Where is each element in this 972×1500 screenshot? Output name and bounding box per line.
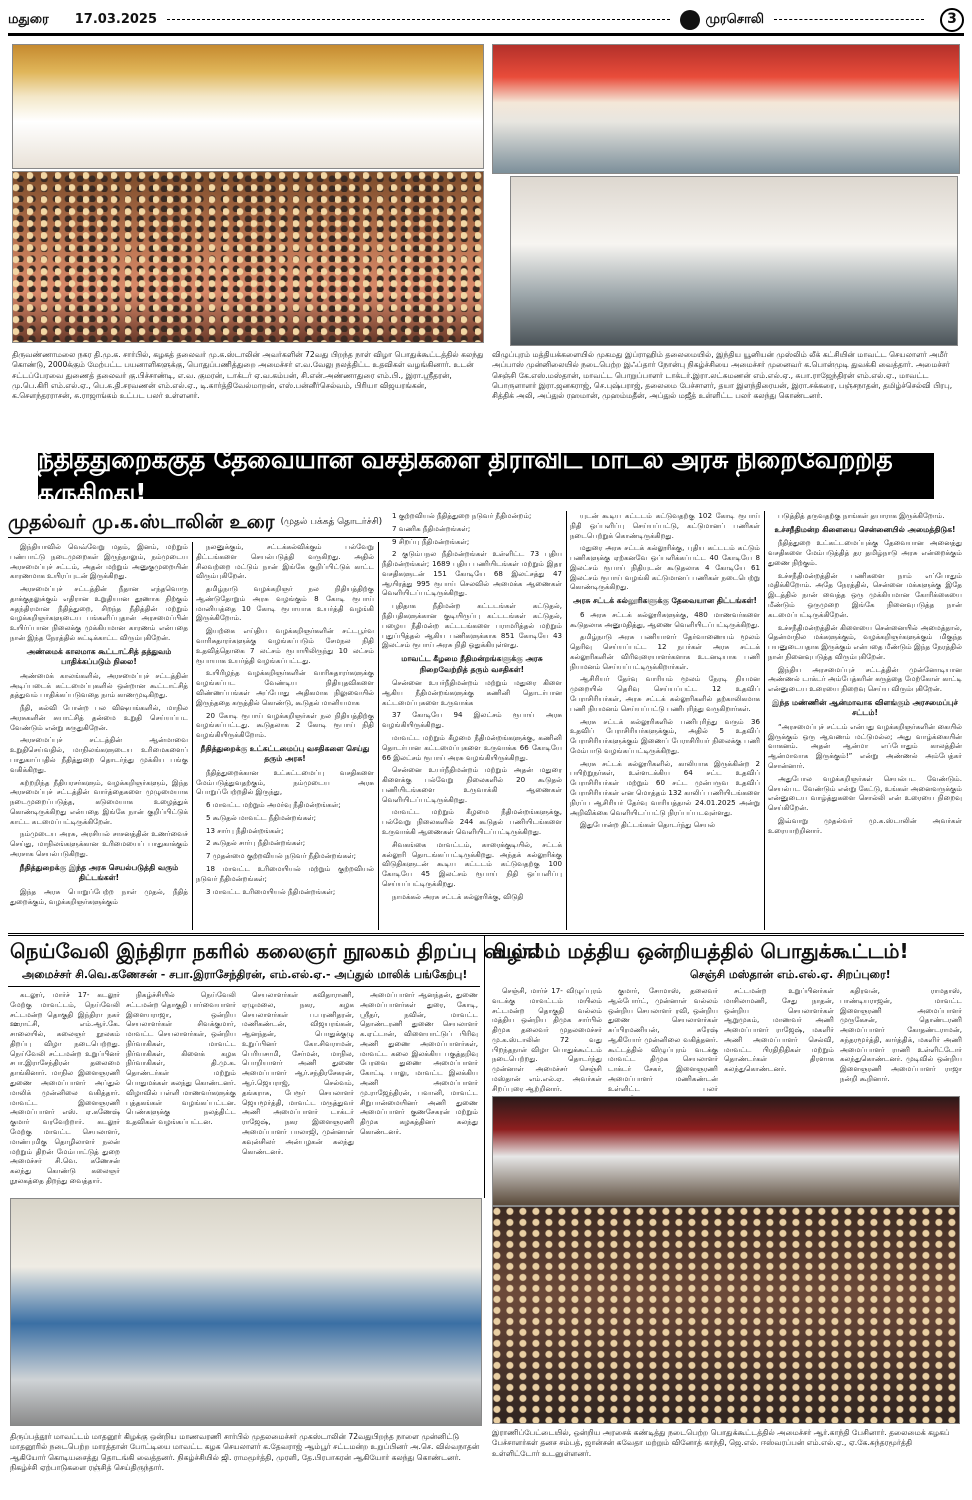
edition-date: 17.03.2025	[74, 11, 158, 27]
paragraph: நலனுக்கும், சட்டக்கல்விக்கும் பல்வேறு திட்டங்களை செயல்படுத்தி வருகிறது. அதில் சிலவற்றை மட்டும் நான் இங்கே குறிப்பிட்டுக் காட்ட விரும்புகிறேன்.	[196, 542, 374, 581]
paragraph: மதுரை அரசு சட்டக் கல்லூரிக்கு, புதிய கட்டடம் கட்டும் பணிகளுக்கு ஏற்கனவே ஒப்பளிக்கப்பட்ட 40 கோடியே 8 இலட்சம் ரூபாய் நிதியுடன் கூடுதலாக 4 கோடியே 61 இலட்சம் ரூபாய் வழங்கி கட்டுமானப் பணிகள் நடைபெற்று கொண்டிருக்கிறது.	[570, 543, 760, 592]
paragraph: சட்டமன்ற உறுப்பினர்கள் மாசிலாமணி, சேது நாதன், ஒன்றிய செயலாளர்கள் ஆறுமுகம், மாணவர் அணி அமைப்பாளர் ராஜேஷ், மகளிர் அணி அமைப்பாளர் செல்வி, மாவட்ட பிரதிநிதிகள் மற்றும் தொண்டர்கள் திரளாக கலந்துகொண்டனர்.	[724, 986, 834, 1074]
photo-iftar-audience	[510, 176, 958, 346]
article-continued-note: (முதல் பக்கத் தொடர்ச்சி)	[280, 517, 383, 528]
masthead-divider	[167, 19, 669, 20]
article-column-4	[570, 511, 760, 930]
column-rule	[566, 511, 567, 930]
paragraph: உயிரிழந்த வழக்கறிஞர்களின் வாரிசுதாரர்களுக்கு வழங்கப்பட வேண்டிய நிதியுதவிகளை விண்ணப்பங்கள் அப்போது அதிகமாக நிலுவையில் இருந்ததை கருத்தில் கொண்டு, கூடுதல் மானியமாக	[196, 668, 374, 707]
vallam-column-3	[724, 986, 834, 1092]
vallam-subheadline: செஞ்சி மஸ்தான் எம்.எல்.ஏ. சிறப்புரை!	[690, 968, 891, 981]
subheading: உச்சநீதிமன்ற கிளையை சென்னையில் அமைத்திடுக!	[774, 524, 956, 534]
column-rule	[192, 542, 193, 930]
paragraph: இந்திய அரசமைப்புச் சட்டத்தின் முன்னோடியான அண்ணல் டாக்டர் அம்பேத்கரின் கருத்தை மேற்கோள் காட்டி என்னுடைய உரையை நிறைவு செய்ய விரும்புகிறேன்.	[768, 664, 962, 694]
photo-caption-marathon: திருப்பத்தூர் மாவட்டம் மாதனூர் கிழக்கு ஒன்றிய மாணவரணி சார்பில் முதலமைச்சர் முகஸ்டாலின் 72வதுபிறந்த நாளை முன்னிட்டு மாதனூரில் நடைபெற்ற மாரத்தான் போட்டியை மாவட்ட கழக செயலாளர் க.தேவராஜ் ஆம்பூர் சட்டமன்ற உறுப்பினர் அ.செ. வில்வநாதன் ஆகியோர் கொடியசைத்து தொடங்கி வைத்தனர். நிகழ்ச்சியில் ஜி. ராமமூர்த்தி, முரளி, தே.பிரபாகரன் ஆகியோர் கலந்து கொண்டனர். நிகழ்ச்சி ஏற்பாடுகளை ரஞ்சித் செய்திருந்தார்.	[10, 1432, 480, 1472]
article-title: முதல்வர் மு.க.ஸ்டாலின் உரை	[8, 511, 275, 534]
paragraph: அண்மைக் காலங்களில், அரசமைப்புச் சட்டத்தின் அடிப்படைக் கட்டமைப்புகளில் ஒன்றான கூட்டாட்சித் தத்துவம் பாதிக்கப்படுவதை நாம் காணமுடிகிறது.	[10, 670, 188, 700]
paragraph: யுடன் கூடிய கட்டடம் கட்டுவதற்கு 102 கோடி ரூபாய் நிதி ஒப்பளிப்பு செய்யப்பட்டு, கட்டுமானப் பணிகள் நடைபெற்றுக் கொண்டிருக்கிறது.	[570, 511, 760, 540]
story-divider	[484, 936, 485, 1198]
article-header	[8, 511, 428, 535]
vallam-column-4	[840, 986, 962, 1092]
photo-vallam-stage	[492, 1096, 960, 1206]
article-header-rule	[8, 537, 428, 538]
subheading: மாவட்ட கீழமை நீதிமன்றங்களுக்கு அரசு நிறைவேற்றித் தரும் வசதிகள்!	[401, 654, 543, 674]
list-item: 1 குற்றவியல் நீதித்துறை நடுவர் நீதிமன்றம்;	[392, 511, 532, 520]
paragraph: அரசு சட்டக் கல்லூரிகளில் பணிபுரிந்து வரும் 36 உதவிப் பேராசிரியர்களுக்கும், அதில் 5 உதவிப் பேராசிரியர்களுக்கும் இணைப் பேராசிரியர் நிலைக்கு பணி மேம்பாடு வழங்கப்பட்டிருக்கிறது.	[570, 716, 760, 755]
paragraph: அரசமைப்புச் சட்டத்தின் ஆன்மாவை உறுதிசெய்வதில், மாநிலங்களுடைய உரிமைகளைப் பாதுகாப்பதில் நீதித்துறை தொடர்ந்து முக்கிய பங்கு வகிக்கிறது.	[10, 735, 188, 774]
list-item: 3 மாவட்ட உரிமையியல் நீதிமன்றங்கள்;	[206, 886, 336, 896]
paragraph: அமைப்பாளர் ஆனந்தன், துணை அமைப்பாளர்கள் துரை, கோடி, ஸ்ரீதர், நவின், மாவட்ட தொண்டரணி துணை செயலாளர் க.ஏட்டான், விளையாட்டுப் பிரிவு அணி துணை அமைப்பாளர்கள், மாவட்ட கலை இலக்கிய பகுத்தறிவு பேரவை துணை அமைப்பாளர் கோட்டி பாலு, மாவட்ட இலக்கிய அணி அமைப்பாளர் மு.ராஜேந்திரன், பவானி, மாவட்ட சிறுபான்மையினர் அணி துணை அமைப்பாளர் குணசேகரன் மற்றும் திமுக கழகத்தினர் கலந்து கொண்டனர்.	[360, 990, 478, 1136]
photo-caption-iftar: விழுப்புரம் மத்தியக்களையில் முகமது இப்ராஹிம் தலைமையில், இந்திய யூனியன் முஸ்லிம் லீக் கட்சியின் மாவட்ட செயலாளர் அமீர் அப்பாஸ் முன்னிலையில் நடைபெற்ற இஃப்தார் நோன்பு நிகழ்ச்சியை அமைச்சர் முனைவர் க.பொன்முடி துவக்கி வைத்தார். அமைச்சர் செஞ்சி கே.எஸ்.மஸ்தான், மாவட்ட பொறுப்பாளர் டாக்டர்.இரா.லட்சுமணன் எம்.எல்.ஏ., சுபா.ராஜேந்திரன் எம்.எல்.ஏ., மாவட்ட பொருளாளர் இரா.ஜனகராஜ், செ.புஷ்பராஜ், தலைமை பேச்சாளர், தயா இளந்திரையன், இரா.சக்கரை, பஞ்சநாதன், தமிழ்ச்செல்வி பிரபு, சித்திக் அலி, அப்துல் ரஹமான், முஹம்மதீன், அப்துல் மஜீத் உள்ளிட்ட பலர் கலந்து கொண்டனர்.	[492, 350, 953, 400]
list-item: 7 வணிக நீதிமன்றங்கள்;	[392, 523, 471, 533]
photo-caption-ranipet: இராணிப்பேட்டையில், ஒன்றிய அரசைக் கண்டித்து நடைபெற்ற பொதுக்கூட்டத்தில் அமைச்சர் ஆர்.காந்தி பேசினார். தலைமைக் கழகப் பேச்சாளர்கள் தனச சம்பத், ஜான்சன் கவேதா மற்றும் வினோத் காந்தி, ஜெ.எல். ஈஸ்வரப்பன் எம்.எல்.ஏ., ஏ.கே.சுந்தரமூர்த்தி உள்ளிட்டோர் உடனுள்ளனர்.	[492, 1428, 950, 1458]
paragraph: கற்றறிந்த நீதியரசர்களும், வழக்கறிஞர்களும், இந்த அரசமைப்புச் சட்டத்தின் வார்த்தைகளை முழுமையாக நடைமுறைப்படுத்த, கடுமையாக உழைத்துக் கொண்டிருக்கிறது என்பதை இங்கே நான் குறிப்பிட்டுக் காட்ட கடமைப்பட்டிருக்கிறேன்.	[10, 777, 188, 826]
column-rule	[378, 542, 379, 930]
photo-marathon	[10, 1198, 482, 1426]
masthead-divider	[774, 19, 924, 20]
paragraph: இவ்வாறு முதல்வர் மு.க.ஸ்டாலின் அவர்கள் உரையாற்றினார்.	[768, 815, 962, 835]
paragraph: உச்சநீதிமன்றத்தின் கிளையை சென்னையில் அமைத்தால், தென்மாநில மக்களுக்கும், வழக்கறிஞர்களுக்கும் மிகுந்த பயனுடையதாக இருக்கும் என்பதை மீண்டும் இந்த நேரத்தில் நான் நினைவுபடுத்த விரும்புகிறேன்.	[768, 622, 962, 661]
paragraph: இந்தியாவில் வெவ்வேறு மதம், இனம், மற்றும் பண்பாட்டு நடைமுறைகள் இருந்தாலும், நம்முடைய அரசமைப்புச் சட்டம், அதன் மற்றும் அனுகுமுறையின் காரணமாக உயிரப்புடன் இருக்கிறது.	[10, 542, 188, 581]
paragraph: கடலூர், மார்ச் 17- கடலூர் மேற்கு மாவட்டம், நெய்வேலி சட்டமன்ற தொகுதி இந்திரா நகர் ஊராட்சி, எம்.ஆர்.கே. சாலையில், கலைஞர் நூலகம் திறப்பு விழா நடைபெற்றது. நெய்வேலி சட்டமன்ற உறுப்பினர் சபா.இராசேந்திரன் தலைமை தாங்கினார். மாநில இளைஞரணி துணை அமைப்பாளர் அப்துல் மாலிக் முன்னிலை வகித்தார். மாவட்ட இளைஞரணி அமைப்பாளர் எஸ். ஏ.கணேஷ் குமார் வரவேற்றார். கடலூர் மேற்கு மாவட்ட செயலாளர், மாண்புமிகு தொழிலாளர் நலன் மற்றும் திறன் மேம்பாட்டுத் துறை அமைச்சர் சி.வெ. கணேசன் கலந்து கொண்டு கலைஞர் நூலகத்தை திறந்து வைத்தார்.	[10, 990, 120, 1185]
article-column-2	[196, 542, 374, 930]
list-item: 5 கூடுதல் மாவட்ட நீதிமன்றங்கள்;	[206, 812, 317, 822]
paragraph: நீதி, கல்வி போன்ற பல விஷயங்களில், மாநில அரசுகளின் சுயாட்சித் தன்மை உறுதி செய்யப்பட வேண்டும் என்று கருதுகிறேன்.	[10, 703, 188, 732]
paragraph: “அரசமைப்புச் சட்டம் என்பது வழக்கறிஞர்களின் கையில் இருக்கும் ஒரு ஆவணம் மட்டுமல்ல; அது வாழ்க்கையின் வாகனம். அதன் ஆன்மா எப்போதும் காலத்தின் ஆன்மாவாக இருக்கும்!” என்று அண்ணல் அம்பேத்கர் சொன்னார்.	[768, 721, 962, 771]
paragraph: சிவகங்கை மாவட்டம், காரைக்குடியில், சட்டக் கல்லூரி தொடங்கப்பட்டிருக்கிறது. அந்தக் கல்லூரிக்கு விடுதிகளுடன் கூடிய கட்டடம் கட்டுவதற்கு 100 கோடியே 45 இலட்சம் ரூபாய் நிதி ஒப்பளிப்பு செய்யப்பட்டிருக்கிறது.	[382, 839, 562, 888]
page-number: 3	[940, 8, 964, 32]
edition-city: மதுரை	[8, 11, 49, 27]
paragraph: நீதித்துறை உட்கட்டமைப்புக்கு தேவையான அனைத்து வசதிகளை மேம்படுத்தித் தர தமிழ்நாடு அரசு என்றைக்கும் துணை நிற்கும்.	[768, 538, 962, 567]
paragraph: நாமக்கல் அரசு சட்டக் கல்லூரிக்கு, விடுதி	[392, 891, 524, 901]
vallam-headline: வல்லம் மத்திய ஒன்றியத்தில் பொதுக்கூட்டம்!	[492, 939, 909, 963]
neyveli-headline: நெய்வேலி இந்திரா நகரில் கலைஞர் நூலகம் திறப்பு விழா!	[10, 939, 543, 963]
section-divider	[8, 933, 964, 936]
list-item: 6 மாவட்ட மற்றும் அமர்வு நீதிமன்றங்கள்;	[206, 800, 341, 810]
neyveli-column-1	[10, 990, 120, 1186]
paragraph: கதிரவன், ராமதாஸ், பாண்டியராஜன், மாவட்ட இளைஞரணி அமைப்பாளர் முருகேசன், தொண்டரணி அமைப்பாளர் கோதண்டராமன், சுந்தரமூர்த்தி, கார்த்திக், மகளிர் அணி அமைப்பாளர் ராணி உள்ளிட்டோர் கலந்துகொண்டனர். முடிவில் ஒன்றிய இளைஞரணி அமைப்பாளர் ராஜா நன்றி கூறினார்.	[840, 986, 962, 1084]
paragraph: தமிழ்நாடு அரசு பணியாளர் தேர்வாணையம் மூலம் தெரிவு செய்யப்பட்ட 12 நபர்கள் அரசு சட்டக் கல்லூரிகளின் விரிவுரையாளர்களாக உடனடியாக பணி நியமனம் செய்யப்பட்டிருக்கிறார்கள்.	[570, 632, 760, 671]
paragraph: 37 கோடியே 94 இலட்சம் ரூபாய் அரசு வழங்கியிருக்கிறது.	[382, 710, 562, 730]
photo-caption-tiruvannamalai: திருவண்ணாமலை நகர தி.மு.க. சார்பில், கழகத் தலைவர் மு.க.ஸ்டாலின் அவர்களின் 72வது பிறந்த நாள் விழா பொதுக்கூட்டத்தில் கலந்து கொண்டு, 2000க்கும் மேற்பட்ட பயனாளிகளுக்கு, பொதுப்பணித்துறை அமைச்சர் எ.வ.வேலு நலத்திட்ட உதவிகள் வழங்கினார். உடன் சட்டப்பேரவை துணைத் தலைவர் கு.பிச்சாண்டி, எ.வ. குமரன், டாக்டர் ஏ.வ.கம்பன், சி.என்.அண்ணாதுரை எம்.பி., இரா.ஸ்ரீதரன், மு.பெ.கிரி எம்.எல்.ஏ., பெ.சு.தி.சரவணன் எம்.எல்.ஏ., டி.கார்த்திவேல்மாறன், எஸ்.பன்னீர்செல்வம், பிரியா விஜயரங்கன், க.சௌந்தரராசன், சு.ராஜாங்கம் உட்பட பலர் உள்ளனர்.	[12, 350, 484, 400]
subheading: இந்த மண்ணின் ஆன்மாவாக விளங்கும் அரசமைப்புச் சட்டம்!	[772, 697, 958, 718]
neyveli-rule	[8, 986, 480, 987]
photo-stage-event	[12, 44, 484, 169]
paragraph: குமார், சோமாஸ், தலைவர் ஆல்போர்ட், முன்னாள் வல்லம் ஒன்றிய செயலாளர் ரவி, ஒன்றிய துணை செயலாளர்கள் சுப்பிரமணியன், சுரேஷ் ஆகியோர் முன்னிலை வகித்தனர். கூட்டத்தில் விழுப்புரம் வடக்கு மாவட்ட திமுக செயலாளர் டாக்டர் சேகர், இளைஞரணி அமைப்பாளர் மணிகண்டன் உள்ளிட்ட பலர்	[608, 986, 718, 1093]
list-item: 2 கூடுதல் சார்பு நீதிமன்றங்கள்;	[206, 838, 306, 848]
vallam-column-1	[492, 986, 602, 1092]
paragraph: செஞ்சி, மார்ச் 17- விழுப்புரம் வடக்கு மாவட்டம் மயிலம் சட்டமன்ற தொகுதி வல்லம் மத்திய ஒன்றிய திமுக சார்பில் திமுக தலைவர் முதலமைச்சர் மு.க.ஸ்டாலின் 72 வது பிறந்தநாள் விழா பொதுக்கூட்டம் நடைபெற்றது. தொடர்ந்து முன்னாள் அமைச்சர் செஞ்சி மஸ்தான் எம்.எல்.ஏ. அவர்கள் சிறப்புரை ஆற்றினார்.	[492, 986, 602, 1093]
column-rule	[764, 511, 765, 930]
banner-headline: நீதித்துறைக்குத் தேவையான வசதிகளை திராவிட மாடல் அரசு நிறைவேற்றித் தருகிறது!	[38, 453, 934, 499]
paragraph: செயலாளர்கள் கவிதாராணி, ஏழுமலை, நகர, கழக செயலாளர்கள் ப.பரணிதரன், மணிகண்டன், விஜயரங்கன், ஆனந்தன், பொதுக்குழு உறுப்பினர் கோ.சிவராமன், பெரியசாமி, சேர்மன், மாநில, பொறியாளர் அணி துணை அமைப்பாளர் ஆர்.சந்திரசேகரன், ஆர்.ஜெயராஜ், செல்வம், தங்கராசு, பேரூர் செயலாளர் ஜெயமூர்த்தி, மாவட்ட மருத்துவர் அணி அமைப்பாளர் டாக்டர் ராஜேஷ், நகர இளைஞரணி அமைப்பாளர் பாலாஜி, முன்னாள் கவுன்சிலர் அன்பழகன் கலந்து கொண்டனர்.	[242, 990, 354, 1156]
photo-ranipet-meeting	[492, 1206, 960, 1424]
neyveli-subheadline: அமைச்சர் சி.வெ.கணேசன் - சபா.இராசேந்திரன், எம்.எல்.ஏ.- அப்துல் மாலிக் பங்கேற்பு!	[22, 968, 468, 981]
article-column-3	[382, 511, 562, 930]
neyveli-column-3	[242, 990, 354, 1186]
paragraph: இந்த அரசு பொறுப்பேற்ற நாள் முதல், நீதித் துறைக்கும், வழக்கறிஞர்களுக்கும்	[10, 886, 188, 906]
paragraph: மாவட்ட மற்றும் கீழமை நீதிமன்றங்களுக்கு, பல்வேறு நிலைகளில் 244 கூடுதல் பணியிடங்களை உருவாக்கி ஆணைகள் வெளியிடப்பட்டிருக்கிறது.	[382, 807, 562, 837]
paragraph: அரசு சட்டக் கல்லூரிகளில், காலியாக இருக்கின்ற 2 பயிற்றுநர்கள், உள்ளடக்கிய 64 சட்ட உதவிப் பேராசிரியர்கள் மற்றும் 60 சட்ட முன்பருவ உதவிப் பேராசிரியர்கள் என மொத்தம் 132 காலிப் பணியிடங்களை நிரப்ப ஆசிரியர் தேர்வு வாரியத்தால் 24.01.2025 அன்று அறிவிக்கை வெளியிடப்பட்டு நிரப்பப்படவுள்ளது.	[570, 758, 760, 817]
paragraph: படுத்தித் தருவதற்கு நாங்கள் தயாராக இருக்கிறோம்.	[778, 511, 945, 520]
list-item: 18 மாவட்ட உரிமையியல் மற்றும் குற்றவியல் நடுவர் நீதிமன்றங்கள்;	[196, 864, 374, 883]
paragraph: 2 குடும்பநல நீதிமன்றங்கள் உள்ளிட்ட 73 புதிய நீதிமன்றங்கள்; 1689 புதிய பணியிடங்கள் மற்றும் இதர வசதிகளுடன் 151 கோடியே 68 இலட்சத்து 47 ஆயிரத்து 995 ரூபாய் செலவில் அமைக்க ஆணைகள் வெளியிடப்பட்டிருக்கிறது.	[382, 549, 562, 598]
list-item: 9 சிறப்பு நீதிமன்றங்கள்;	[392, 536, 470, 546]
subheading: அரசு சட்டக் கல்லூரிகளுக்கு தேவையான திட்டங்கள்!	[573, 596, 757, 606]
newspaper-name: முரசொலி	[705, 11, 764, 27]
photo-crowd	[12, 171, 484, 343]
paragraph: இதுபோன்ற திட்டங்கள் தொடர்ந்து செயல்	[580, 820, 716, 830]
paragraph: 6 அரசு சட்டக் கல்லூரிகளுக்கு, 480 மாணவர்களை கூடுதலாக அனுமதித்து, ஆணை வெளியிடப்பட்டிருக்கிறது.	[570, 609, 760, 629]
paragraph: நிகழ்ச்சியில் நெய்வேலி சட்டமன்ற தொகுதி பார்வையாளர் இளையராஜா, ஒன்றிய செயலாளர்கள் சிவக்குமார், மாவட்ட செயலாளர்கள், ஒன்றிய நிர்வாகிகள், மாவட்ட நிர்வாகிகள், கிளைக் கழக நிர்வாகிகள், தி.மு.க. தொண்டர்கள் மற்றும் பொதுமக்கள் கலந்து கொண்டனர். விழாவில் பள்ளி மாணவர்களுக்கு புத்தகங்கள் வழங்கப்பட்டன. பெண்களுக்கு நலத்திட்ட உதவிகள் வழங்கப்பட்டன.	[126, 990, 236, 1127]
paragraph: நீதித்துறைக்கான உட்கட்டமைப்பு வசதிகளை மேம்படுத்துவதற்கும், நம்முடைய அரசு பொறுப்பேற்றதில் இருந்து,	[196, 767, 374, 797]
paragraph: தமிழ்நாடு வழக்கறிஞர் நல நிதியத்திற்கு ஆண்டுதோறும் அரசு வழங்கும் 8 கோடி ரூபாய் மானியத்தை 10 கோடி ரூபாயாக உயர்த்தி வழங்கி இருக்கிறோம்.	[196, 584, 374, 623]
paragraph: இயற்கை எய்திய வழக்கறிஞர்களின் சட்டபூர்வ வாரிசுதாரர்களுக்கு வழங்கப்படும் சேமநல நிதி உதவித்தொகை 7 லட்சம் ரூபாயிலிருந்து 10 லட்சம் ரூபாயாக உயர்த்தி வழங்கப்பட்டது.	[196, 626, 374, 665]
paragraph: அதுபோல வழக்கறிஞர்கள் செயல்பட வேண்டும். செயல்பட வேண்டும் என்று கேட்டு, உங்கள் அனைவருக்கும் என்னுடைய வாழ்த்துகளை சொல்லி என் உரையை நிறைவு செய்கிறேன்.	[768, 773, 962, 813]
paragraph: சென்னை உயர்நீதிமன்றம் மற்றும் மதுரை கிளை ஆகிய நீதிமன்றங்களுக்கு கணினி தொடர்பான கட்டமைப்புகளை உருவாக்க	[382, 678, 562, 707]
vallam-column-2	[608, 986, 718, 1092]
list-item: 13 சார்பு நீதிமன்றங்கள்;	[206, 825, 284, 835]
subheading: அண்மைக் காலமாக கூட்டாட்சித் தத்துவம் பாதிக்கப்படும் நிலை!	[26, 646, 172, 667]
subheading: நீதித்துறைக்கு உட்கட்டமைப்பு வசதிகளை செய்து தரும் அரசு!	[200, 743, 370, 764]
paragraph: சென்னை உயர்நீதிமன்றம் மற்றும் அதன் மதுரை கிளைக்கு பல்வேறு நிலைகளில் 20 கூடுதல் பணியிடங்களை உருவாக்கி ஆணைகள் வெளியிடப்பட்டிருக்கிறது.	[382, 765, 562, 804]
masthead	[8, 6, 964, 36]
list-item: 7 முதன்மை குற்றவியல் நடுவர் நீதிமன்றங்கள்;	[206, 851, 356, 861]
subheading: நீதித்துறைக்கு இந்த அரசு செயல்படுத்தி வரும் திட்டங்கள்!	[19, 862, 179, 883]
paragraph: 20 கோடி ரூபாய் வழக்கறிஞர்கள் நல நிதியத்திற்கு வழங்கப்பட்டது. கூடுதலாக 2 கோடி ரூபாய் நிதி வழங்கியிருக்கிறோம்.	[196, 710, 374, 740]
paragraph: புதிதாக நீதிமன்ற கட்டடங்கள் கட்டுதல், நீதிபதிகளுக்கான குடியிருப்பு கட்டடங்கள் கட்டுதல், பழைய நீதிமன்ற கட்டடங்களை பராமரித்தல் மற்றும் புதுப்பித்தல் ஆகிய பணிகளுக்காக 851 கோடியே 43 இலட்சம் ரூபாய் அரசு நிதி ஒதுக்கியுள்ளது.	[382, 601, 562, 650]
paragraph: உச்சநீதிமன்றத்தின் பணிகளை நாம் எப்போதும் மதிக்கிறோம். அதே நேரத்தில், சென்னை மக்களுக்கு இதே இடத்தில் நான் வைத்த ஒரு முக்கியமான கோரிக்கையை மீண்டும் ஒருமுறை இங்கே நினைவுபடுத்த நான் கடமைப்பட்டிருக்கிறேன்.	[768, 570, 962, 619]
article-column-1	[10, 542, 188, 930]
article-column-5	[768, 511, 962, 930]
photo-iftar-stage	[492, 44, 960, 174]
paragraph: அரசமைப்புச் சட்டத்தின் நீதான எந்தவொரு தாக்குதலுக்கும் எதிரான உறுதியான தூணாக நிற்கும் சுதந்திரமான நீதித்துறை, சிறந்த நீதித்தின் மற்றும் வழக்கறிஞர்களுடைய பங்களிப்புதான் அரசமைப்பின் உயிர்ப்பான நிலைக்கு முக்கியமான காரணம் என்பதை நான் இந்த நேரத்தில் சுட்டிக்காட்ட விரும்புகிறேன்.	[10, 584, 188, 643]
neyveli-column-2	[126, 990, 236, 1186]
neyveli-column-4	[360, 990, 478, 1186]
paragraph: ஆசிரியர் தேர்வு வாரியம் மூலம் நேரடி நியமன முறையில் தெரிவு செய்யப்பட்ட 12 உதவிப் பேராசிரியர்கள், அரசு சட்டக் கல்லூரிகளில் தற்காலிகமாக பணி நியமனம் செய்யப்பட்டு பணிபுரிந்து வருகிறார்கள்.	[570, 674, 760, 713]
paragraph: நம்முடைய அரசு, அரசியல் சாசனத்தின் உணர்வைச் செய்து, மாநிலங்களுக்கான உரிமையைப் பாதுகாக்கும் அரசாக செயல்படுகிறது.	[10, 829, 188, 859]
newspaper-logo-icon	[680, 10, 700, 30]
paragraph: மாவட்ட மற்றும் கீழமை நீதிமன்றங்களுக்கு, கணினி தொடர்பான கட்டமைப்புகளை உருவாக்க 66 கோடியே 66 இலட்சம் ரூபாய் அரசு வழங்கியிருக்கிறது.	[382, 733, 562, 762]
